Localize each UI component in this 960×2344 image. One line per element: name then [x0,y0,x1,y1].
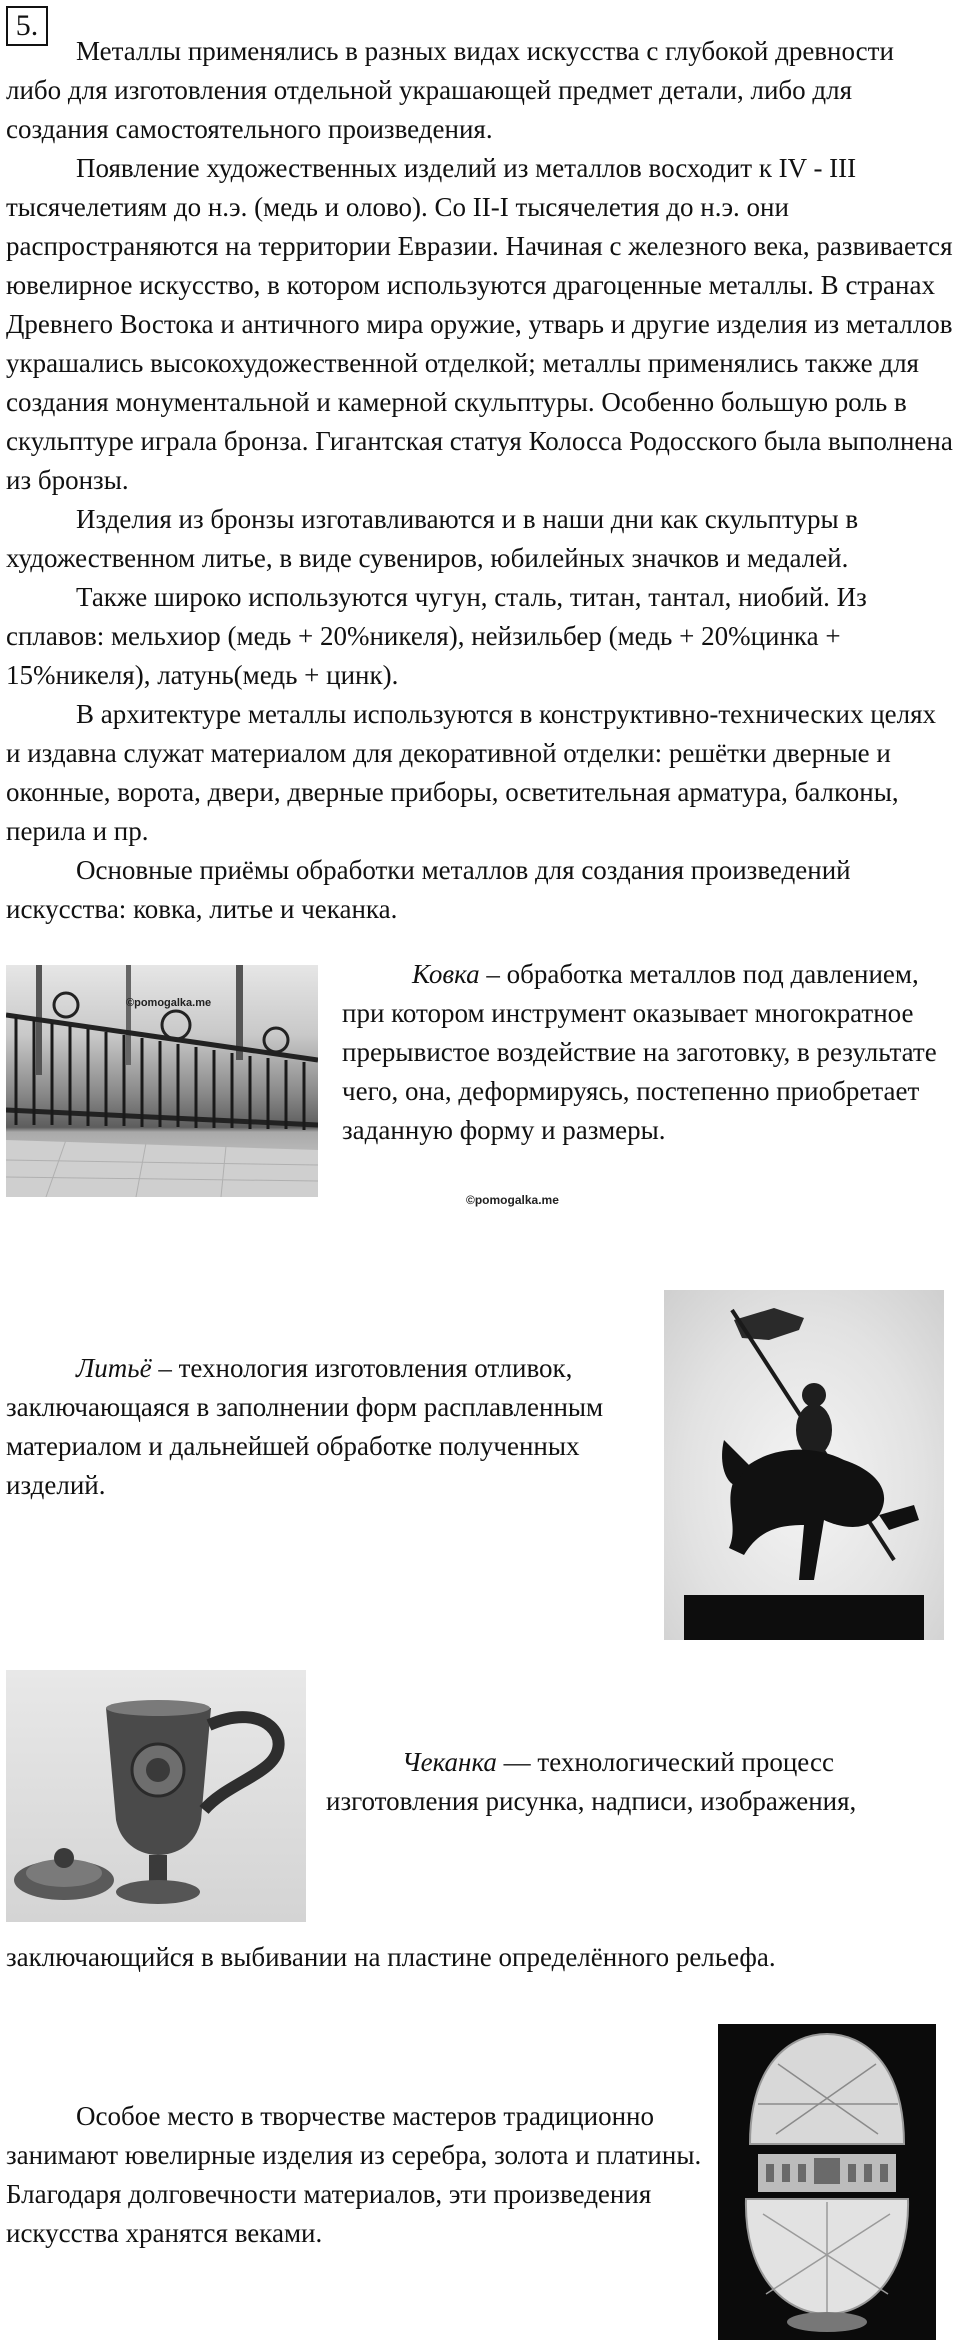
task-number: 5. [6,6,48,46]
paragraph-history: Появление художественных изделий из металлов восходит к IV - III тысячелетиям до н.э. (медь и олово). Со II-I тысячелетия до н.э. они распространяются на территории Евразии. Начиная с железного века, развивается ювелирное искусство, в котором используются драгоценные металлы. В странах Древнего Востока и античного мира оружие, утварь и другие изделия из металлов украшались высокохудожественной отделкой; металлы применялись также для создания монументальной и камерной скульптуры. Особенно большую роль в скульптуре играла бронза. Гигантская статуя Колосса Родосского была выполнена из бронзы. [6,153,953,495]
forging-term: Ковка [412,959,480,989]
jewelry-paragraph: Особое место в творчестве мастеров традиционно занимают ювелирные изделия из серебра, золота и платины. Благодаря долговечности материалов, эти произведения искусства хранятся веками. [6,2101,702,2248]
rider-statue-photo [664,1290,944,1640]
paragraph-architecture: В архитектуре металлы используются в конструктивно-технических целях и издавна служат материалом для декоративной отделки: решётки дверные и оконные, ворота, двери, дверные приборы, осветительная арматура, балконы, перила и пр. [6,699,937,846]
paragraph-intro: Металлы применялись в разных видах искусства с глубокой древности либо для изготовления отдельной украшающей предмет детали, либо для создания самостоятельного произведения. [6,36,894,144]
watermark-center: ©pomogalka.me [466,1193,559,1207]
forging-paragraph [342,955,954,1150]
casting-text: – технология изготовления отливок, заключающаяся в заполнении форм расплавленным материалом и дальнейшей обработке полученных изделий. [6,1353,604,1500]
chasing-paragraph [326,1743,956,1821]
chasing-continuation: заключающийся в выбивании на пластине определённого рельефа. [6,1942,776,1972]
fence-photo [6,965,318,1197]
chasing-term: Чеканка [402,1747,497,1777]
forging-text: – обработка металлов под давлением, при котором инструмент оказывает многократное прерывистое воздействие на заготовку, в результате чего, она, деформируясь, постепенно приобретает заданную форму и размеры. [342,959,937,1145]
casting-term: Литьё [76,1353,152,1383]
paragraph-bronze: Изделия из бронзы изготавливаются и в наши дни как скульптуры в художественном литье, в виде сувениров, юбилейных значков и медалей. [6,504,859,573]
watermark-fence: ©pomogalka.me [126,997,212,1009]
rider-statue-illustration [664,1290,944,1640]
casting-paragraph [6,1349,626,1505]
paragraph-alloys: Также широко используются чугун, сталь, титан, тантал, ниобий. Из сплавов: мельхиор (медь + 20%никеля), нейзильбер (медь + 20%цинка + 15%никеля), латунь(медь + цинк). [6,582,867,690]
chased-cup-illustration [6,1670,306,1922]
jeweled-egg-illustration [718,2024,936,2340]
chasing-text-a: — технологический процесс изготовления рисунка, надписи, изображения, [326,1747,857,1816]
jeweled-egg-photo [718,2024,936,2340]
chased-cup-photo [6,1670,306,1922]
paragraph-techniques: Основные приёмы обработки металлов для создания произведений искусства: ковка, литье и чеканка. [6,855,851,924]
